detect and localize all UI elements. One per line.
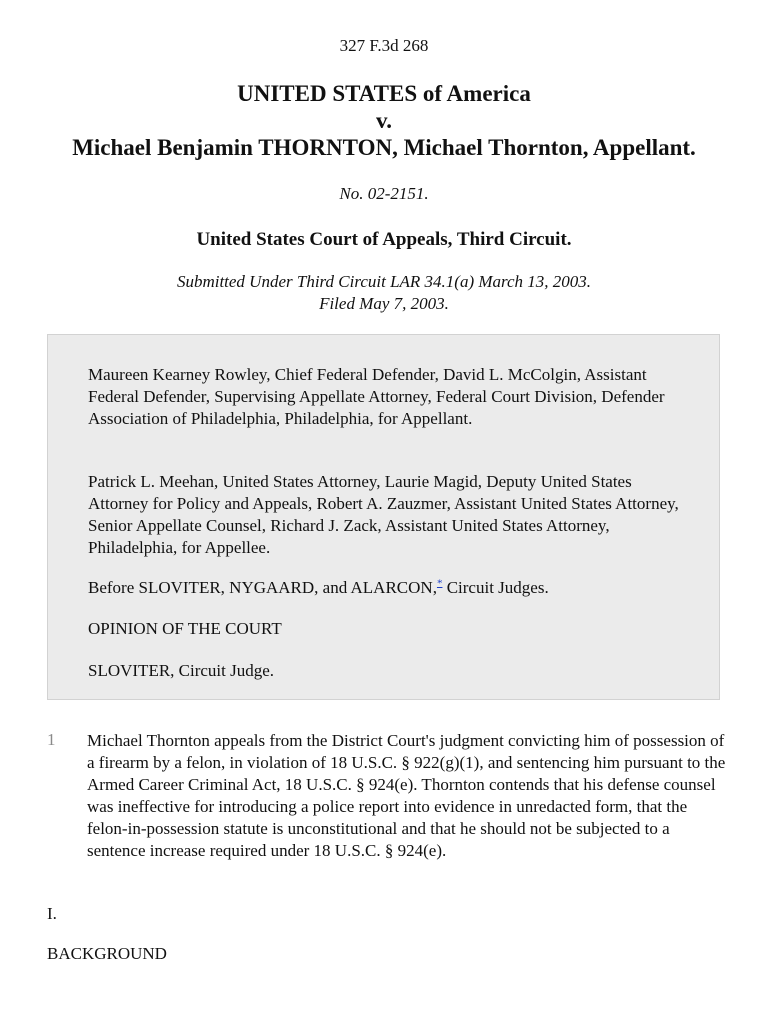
paragraph-number: 1	[47, 730, 56, 749]
case-dates	[0, 271, 768, 315]
case-caption	[0, 80, 768, 161]
counsel-panel	[47, 334, 720, 700]
section-heading: BACKGROUND	[47, 944, 167, 963]
opinion-author: SLOVITER, Circuit Judge.	[88, 661, 275, 680]
opinion-paragraph: Michael Thornton appeals from the District Court's judgment convicting him of possession of a firearm by a felon, in violation of 18 U.S.C. § 922(g)(1), and sentencing him pursuant to the Armed Career Criminal Act, 18 U.S.C. § 924(e). Thornton contends that his defense counsel was ineffective for introducing a police report into evidence in unredacted form, that the felon-in-possession statute is unconstitutional and that he should not be subjected to a sentence increase required under 18 U.S.C. § 924(e).	[87, 731, 726, 860]
appellant-counsel: Maureen Kearney Rowley, Chief Federal Defender, David L. McColgin, Assistant Federal Defender, Supervising Appellate Attorney, Federal Court Division, Defender Association of Philadelphia, Philadelphia, for Appellant.	[88, 365, 665, 428]
opinion-heading: OPINION OF THE COURT	[88, 619, 282, 638]
filed-date: Filed May 7, 2003.	[319, 294, 449, 313]
panel-judges-suffix: Circuit Judges.	[442, 578, 549, 597]
panel-judges-prefix: Before SLOVITER, NYGAARD, and ALARCON,	[88, 578, 437, 597]
caption-versus: v.	[376, 108, 392, 133]
submitted-date: Submitted Under Third Circuit LAR 34.1(a) March 13, 2003.	[176, 272, 592, 291]
caption-defendant: Michael Benjamin THORNTON, Michael Thornton, Appellant.	[72, 135, 696, 160]
footnote-link[interactable]: *	[436, 577, 443, 590]
section-number: I.	[47, 904, 57, 923]
court-name: United States Court of Appeals, Third Circuit.	[196, 229, 572, 250]
case-citation: 327 F.3d 268	[339, 36, 429, 55]
docket-number: No. 02-2151.	[339, 184, 429, 203]
panel-judges	[88, 577, 688, 599]
appellee-counsel: Patrick L. Meehan, United States Attorney, Laurie Magid, Deputy United States Attorney for Policy and Appeals, Robert A. Zauzmer, Assistant United States Attorney, Senior Appellate Counsel, Richard J. Zack, Assistant United States Attorney, Philadelphia, for Appellee.	[88, 472, 679, 557]
caption-plaintiff: UNITED STATES of America	[237, 81, 531, 106]
